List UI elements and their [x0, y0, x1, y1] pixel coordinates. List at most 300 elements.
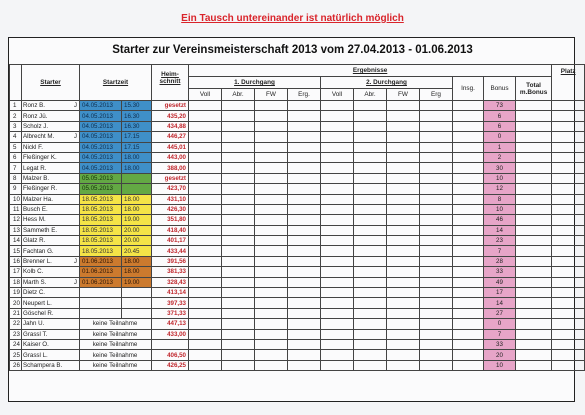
start-date: 04.05.2013 — [80, 132, 122, 142]
table-row — [10, 215, 585, 225]
platz-cell — [552, 298, 585, 308]
start-date: 18.05.2013 — [80, 246, 122, 256]
platz-cell — [552, 184, 585, 194]
voll2-cell — [321, 184, 354, 194]
table-row — [10, 319, 585, 329]
platz-cell — [552, 256, 585, 266]
heimschnitt-value: 406,50 — [152, 350, 189, 360]
starter-name — [22, 288, 80, 298]
platz-cell — [552, 277, 585, 287]
starter-name-text: Neupert L. — [23, 299, 52, 307]
start-date — [80, 288, 122, 298]
table-row — [10, 329, 585, 339]
abr1-cell — [222, 350, 255, 360]
fw2-cell — [387, 152, 420, 162]
erg2-cell — [420, 267, 453, 277]
starter-name — [22, 350, 80, 360]
abr1-cell — [222, 152, 255, 162]
abr2-cell — [354, 288, 387, 298]
start-time: 20.00 — [122, 236, 152, 246]
fw1-cell — [255, 111, 288, 121]
table-row — [10, 163, 585, 173]
starter-name — [22, 329, 80, 339]
erg1-cell — [288, 329, 321, 339]
erg1-header: Erg. — [288, 89, 321, 101]
total-cell — [516, 267, 552, 277]
total-cell — [516, 204, 552, 214]
row-number: 4 — [10, 132, 22, 142]
abr2-cell — [354, 277, 387, 287]
platz-cell — [552, 215, 585, 225]
platz-cell — [552, 132, 585, 142]
fw1-cell — [255, 339, 288, 349]
abr1-cell — [222, 319, 255, 329]
abr1-cell — [222, 132, 255, 142]
insg-cell — [453, 319, 484, 329]
voll1-cell — [189, 142, 222, 152]
starter-name — [22, 246, 80, 256]
abr1-cell — [222, 277, 255, 287]
fw2-cell — [387, 132, 420, 142]
start-date: 04.05.2013 — [80, 142, 122, 152]
erg2-cell — [420, 132, 453, 142]
erg1-cell — [288, 121, 321, 131]
abr1-cell — [222, 360, 255, 370]
junior-mark: J — [73, 278, 77, 286]
bonus-value: 7 — [484, 246, 516, 256]
starter-name-text: Ronz B. — [23, 102, 46, 110]
erg2-cell — [420, 339, 453, 349]
voll2-cell — [321, 204, 354, 214]
erg2-cell — [420, 298, 453, 308]
table-row — [10, 236, 585, 246]
start-date: 01.06.2013 — [80, 277, 122, 287]
starter-name-text: Fleßinger K. — [23, 154, 57, 162]
no-participation: keine Teilnahme — [80, 329, 152, 339]
abr1-cell — [222, 225, 255, 235]
bonus-value: 33 — [484, 339, 516, 349]
fw2-cell — [387, 288, 420, 298]
voll1-header: Voll — [189, 89, 222, 101]
fw1-cell — [255, 329, 288, 339]
bonus-value: 2 — [484, 152, 516, 162]
row-number: 2 — [10, 111, 22, 121]
voll1-cell — [189, 225, 222, 235]
start-date — [80, 308, 122, 318]
erg2-cell — [420, 350, 453, 360]
total-cell — [516, 132, 552, 142]
fw2-cell — [387, 173, 420, 183]
total-cell — [516, 173, 552, 183]
insg-cell — [453, 329, 484, 339]
row-number: 14 — [10, 236, 22, 246]
insg-cell — [453, 225, 484, 235]
fw1-cell — [255, 236, 288, 246]
abr1-cell — [222, 308, 255, 318]
abr2-cell — [354, 256, 387, 266]
starter-name-text: Grassl L. — [23, 351, 48, 359]
erg2-cell — [420, 215, 453, 225]
durchgang1-header — [189, 77, 321, 89]
abr2-cell — [354, 236, 387, 246]
starter-name-text: Hess M. — [23, 216, 46, 224]
insg-cell — [453, 173, 484, 183]
platz-cell — [552, 339, 585, 349]
bonus-value: 23 — [484, 236, 516, 246]
erg2-cell — [420, 173, 453, 183]
voll1-cell — [189, 101, 222, 111]
abr1-cell — [222, 204, 255, 214]
platz-cell — [552, 121, 585, 131]
row-number: 11 — [10, 204, 22, 214]
heimschnitt-value: 426,30 — [152, 204, 189, 214]
erg2-cell — [420, 246, 453, 256]
erg2-cell — [420, 329, 453, 339]
heimschnitt-value: 388,00 — [152, 163, 189, 173]
voll2-cell — [321, 163, 354, 173]
bonus-value: 0 — [484, 132, 516, 142]
erg2-cell — [420, 194, 453, 204]
fw2-cell — [387, 236, 420, 246]
erg1-cell — [288, 152, 321, 162]
starter-name — [22, 111, 80, 121]
abr2-cell — [354, 246, 387, 256]
abr2-cell — [354, 173, 387, 183]
erg2-cell — [420, 319, 453, 329]
start-time: 19.00 — [122, 277, 152, 287]
total-cell — [516, 163, 552, 173]
fw2-cell — [387, 329, 420, 339]
starter-header — [22, 65, 80, 101]
table-row — [10, 350, 585, 360]
insg-cell — [453, 121, 484, 131]
insg-cell — [453, 204, 484, 214]
start-time: 15.30 — [122, 101, 152, 111]
insg-cell — [453, 163, 484, 173]
abr1-cell — [222, 215, 255, 225]
fw1-cell — [255, 308, 288, 318]
starter-name — [22, 184, 80, 194]
durchgang2-header — [321, 77, 453, 89]
platz-cell — [552, 350, 585, 360]
bonus-value: 10 — [484, 204, 516, 214]
bonus-value: 8 — [484, 194, 516, 204]
row-number: 1 — [10, 101, 22, 111]
startzeit-header-label: Startzeit — [102, 79, 129, 86]
fw1-cell — [255, 360, 288, 370]
erg1-cell — [288, 132, 321, 142]
fw2-cell — [387, 142, 420, 152]
voll1-cell — [189, 111, 222, 121]
fw1-cell — [255, 194, 288, 204]
total-cell — [516, 298, 552, 308]
fw1-cell — [255, 152, 288, 162]
voll1-cell — [189, 360, 222, 370]
start-time: 16.30 — [122, 121, 152, 131]
fw1-cell — [255, 184, 288, 194]
platz-cell — [552, 173, 585, 183]
sheet-title: Starter zur Vereinsmeisterschaft 2013 vom 27.04.2013 - 01.06.2013 — [112, 44, 473, 56]
voll2-cell — [321, 319, 354, 329]
erg1-cell — [288, 360, 321, 370]
row-number: 12 — [10, 215, 22, 225]
start-time: 18.00 — [122, 163, 152, 173]
heimschnitt-value: 418,40 — [152, 225, 189, 235]
start-time: 18.00 — [122, 256, 152, 266]
erg1-cell — [288, 101, 321, 111]
startzeit-header — [80, 65, 152, 101]
insg-cell — [453, 350, 484, 360]
start-time — [122, 173, 152, 183]
abr2-cell — [354, 225, 387, 235]
starter-name — [22, 101, 80, 111]
abr1-cell — [222, 184, 255, 194]
abr1-cell — [222, 288, 255, 298]
abr2-header: Abr. — [354, 89, 387, 101]
insg-cell — [453, 298, 484, 308]
row-number: 22 — [10, 319, 22, 329]
starter-name — [22, 194, 80, 204]
start-time: 18.00 — [122, 204, 152, 214]
erg2-header: Erg — [420, 89, 453, 101]
starter-name-text: Scholz J. — [23, 122, 49, 130]
table-row — [10, 308, 585, 318]
insg-cell — [453, 111, 484, 121]
voll2-cell — [321, 225, 354, 235]
voll2-cell — [321, 215, 354, 225]
starter-name-text: Malzer Ha. — [23, 195, 53, 203]
erg2-cell — [420, 308, 453, 318]
abr2-cell — [354, 142, 387, 152]
erg1-cell — [288, 308, 321, 318]
insg-cell — [453, 246, 484, 256]
voll1-cell — [189, 215, 222, 225]
start-time: 17.15 — [122, 132, 152, 142]
heimschnitt-value: gesetzt — [152, 173, 189, 183]
total-cell — [516, 277, 552, 287]
erg2-cell — [420, 184, 453, 194]
platz-cell — [552, 236, 585, 246]
voll1-cell — [189, 350, 222, 360]
heimschnitt-header — [152, 65, 189, 101]
abr1-cell — [222, 236, 255, 246]
table-row — [10, 339, 585, 349]
starter-name-text: Schampera B. — [23, 361, 63, 369]
heimschnitt-value: 433,00 — [152, 329, 189, 339]
starter-name — [22, 256, 80, 266]
ergebnisse-header — [189, 65, 552, 77]
erg2-cell — [420, 236, 453, 246]
fw2-cell — [387, 339, 420, 349]
heimschnitt-value: 426,25 — [152, 360, 189, 370]
starter-name — [22, 163, 80, 173]
bonus-value: 14 — [484, 298, 516, 308]
bonus-value: 46 — [484, 215, 516, 225]
heimschnitt-value: 397,33 — [152, 298, 189, 308]
erg1-cell — [288, 111, 321, 121]
fw1-cell — [255, 173, 288, 183]
start-date — [80, 298, 122, 308]
erg2-cell — [420, 256, 453, 266]
table-row — [10, 132, 585, 142]
total-cell — [516, 194, 552, 204]
voll1-cell — [189, 173, 222, 183]
fw2-cell — [387, 298, 420, 308]
bonus-value: 10 — [484, 360, 516, 370]
total-cell — [516, 152, 552, 162]
fw1-cell — [255, 215, 288, 225]
starter-name — [22, 360, 80, 370]
platz-cell — [552, 101, 585, 111]
fw2-cell — [387, 101, 420, 111]
bonus-value: 33 — [484, 267, 516, 277]
voll2-cell — [321, 194, 354, 204]
abr2-cell — [354, 204, 387, 214]
erg1-cell — [288, 267, 321, 277]
fw2-cell — [387, 267, 420, 277]
starter-name — [22, 204, 80, 214]
bonus-value: 27 — [484, 308, 516, 318]
abr1-cell — [222, 163, 255, 173]
insg-cell — [453, 308, 484, 318]
voll2-cell — [321, 308, 354, 318]
fw2-cell — [387, 225, 420, 235]
heimschnitt-value: 328,43 — [152, 277, 189, 287]
insg-cell — [453, 236, 484, 246]
platz-cell — [552, 204, 585, 214]
starter-name-text: Brenner L. — [23, 258, 52, 266]
platz-header — [552, 65, 585, 101]
row-number: 25 — [10, 350, 22, 360]
fw2-cell — [387, 350, 420, 360]
ergebnisse-header-label: Ergebnisse — [352, 67, 388, 74]
fw2-cell — [387, 215, 420, 225]
voll1-cell — [189, 277, 222, 287]
erg1-cell — [288, 339, 321, 349]
voll1-cell — [189, 132, 222, 142]
erg2-cell — [420, 204, 453, 214]
start-time — [122, 184, 152, 194]
heimschnitt-value: 431,10 — [152, 194, 189, 204]
heimschnitt-value: 433,44 — [152, 246, 189, 256]
platz-cell — [552, 194, 585, 204]
fw2-cell — [387, 184, 420, 194]
platz-cell — [552, 142, 585, 152]
erg2-cell — [420, 288, 453, 298]
junior-mark: J — [73, 102, 77, 110]
abr2-cell — [354, 360, 387, 370]
heimschnitt-value: 446,27 — [152, 132, 189, 142]
total-cell — [516, 111, 552, 121]
bonus-value: 28 — [484, 256, 516, 266]
erg1-cell — [288, 246, 321, 256]
abr2-cell — [354, 132, 387, 142]
start-date: 01.06.2013 — [80, 256, 122, 266]
starter-name — [22, 142, 80, 152]
starter-name — [22, 132, 80, 142]
erg2-cell — [420, 101, 453, 111]
start-date: 04.05.2013 — [80, 163, 122, 173]
voll2-cell — [321, 267, 354, 277]
row-number: 13 — [10, 225, 22, 235]
starter-name-text: Nickl F. — [23, 143, 43, 151]
bonus-value: 6 — [484, 111, 516, 121]
bonus-value: 1 — [484, 142, 516, 152]
erg1-cell — [288, 204, 321, 214]
bonus-value: 10 — [484, 173, 516, 183]
abr1-cell — [222, 339, 255, 349]
bonus-value: 20 — [484, 350, 516, 360]
platz-cell — [552, 329, 585, 339]
start-time: 20.45 — [122, 246, 152, 256]
voll1-cell — [189, 267, 222, 277]
erg1-cell — [288, 319, 321, 329]
heimschnitt-value: 371,33 — [152, 308, 189, 318]
fw1-cell — [255, 267, 288, 277]
erg1-cell — [288, 184, 321, 194]
heimschnitt-value — [152, 339, 189, 349]
abr2-cell — [354, 121, 387, 131]
insg-cell — [453, 267, 484, 277]
abr1-cell — [222, 298, 255, 308]
total-cell — [516, 329, 552, 339]
bonus-value: 6 — [484, 121, 516, 131]
erg2-cell — [420, 152, 453, 162]
starter-name — [22, 225, 80, 235]
start-date: 18.05.2013 — [80, 204, 122, 214]
starter-name — [22, 308, 80, 318]
voll2-header: Voll — [321, 89, 354, 101]
fw1-cell — [255, 101, 288, 111]
voll1-cell — [189, 121, 222, 131]
fw2-cell — [387, 194, 420, 204]
voll1-cell — [189, 236, 222, 246]
total-cell — [516, 121, 552, 131]
starter-name-text: Kaiser O. — [23, 341, 49, 349]
voll2-cell — [321, 132, 354, 142]
starter-name-text: Göschel R. — [23, 310, 54, 317]
insg-cell — [453, 194, 484, 204]
total-cell — [516, 246, 552, 256]
fw1-cell — [255, 132, 288, 142]
start-date: 05.05.2013 — [80, 173, 122, 183]
fw1-cell — [255, 319, 288, 329]
erg1-cell — [288, 225, 321, 235]
table-row — [10, 152, 585, 162]
fw1-cell — [255, 163, 288, 173]
abr1-cell — [222, 121, 255, 131]
total-cell — [516, 225, 552, 235]
start-date: 18.05.2013 — [80, 225, 122, 235]
voll2-cell — [321, 173, 354, 183]
voll2-cell — [321, 152, 354, 162]
row-number: 8 — [10, 173, 22, 183]
voll1-cell — [189, 163, 222, 173]
fw2-cell — [387, 121, 420, 131]
starter-name-text: Fachtan G. — [23, 247, 54, 255]
erg1-cell — [288, 298, 321, 308]
voll2-cell — [321, 246, 354, 256]
row-number: 26 — [10, 360, 22, 370]
heimschnitt-value: 423,70 — [152, 184, 189, 194]
bonus-header: Bonus — [484, 77, 516, 101]
abr1-cell — [222, 142, 255, 152]
voll1-cell — [189, 152, 222, 162]
starter-name-text: Grassl T. — [23, 330, 48, 338]
junior-mark: J — [73, 133, 77, 141]
heimschnitt-value: 401,17 — [152, 236, 189, 246]
abr2-cell — [354, 101, 387, 111]
